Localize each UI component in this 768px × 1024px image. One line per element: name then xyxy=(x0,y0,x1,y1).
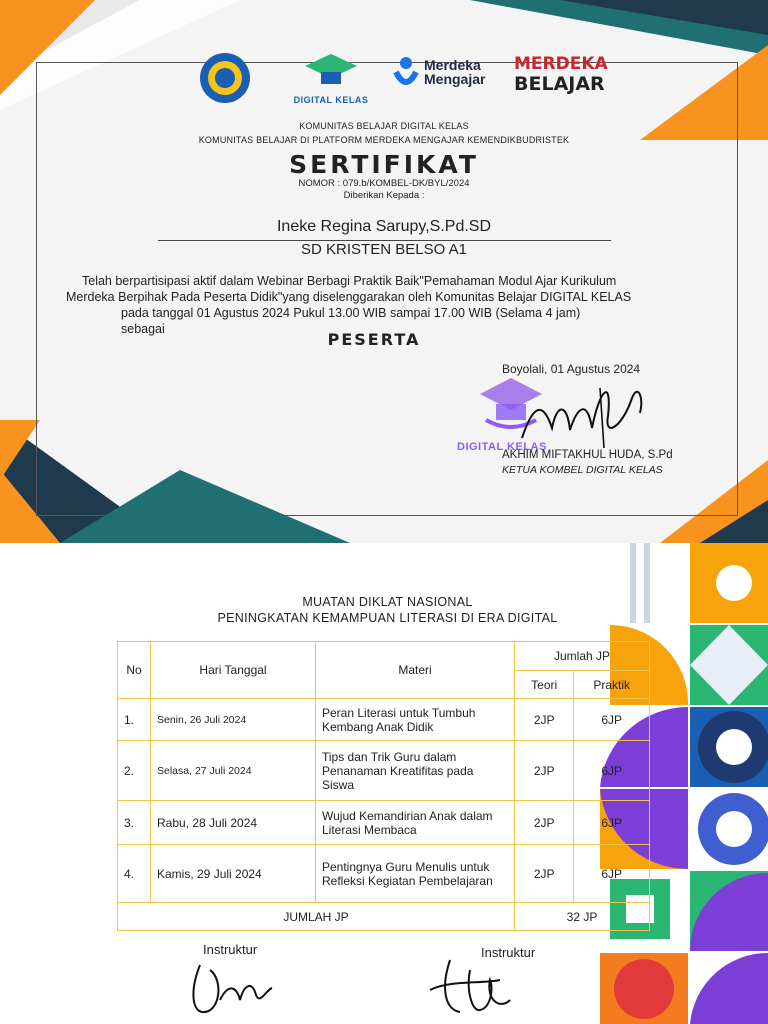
row-teori: 2JP xyxy=(515,699,574,741)
row-date: Kamis, 29 Juli 2024 xyxy=(151,845,316,903)
merdeka-belajar-line1: MERDEKA xyxy=(514,54,608,74)
instructor-left-label: Instruktur xyxy=(203,942,258,957)
body-line-3: pada tanggal 01 Agustus 2024 Pukul 13.00 WIB sampai 17.00 WIB (Selama 4 jam) xyxy=(121,306,581,320)
merdeka-mengajar-line2: Mengajar xyxy=(424,71,486,87)
row-materi: Pentingnya Guru Menulis untuk Refleksi Kegiatan Pembelajaran xyxy=(316,845,515,903)
row-praktik: 6JP xyxy=(574,845,650,903)
merdeka-mengajar-logo xyxy=(424,58,485,86)
org-line-1: KOMUNITAS BELAJAR DIGITAL KELAS xyxy=(299,121,469,131)
tut-wuri-handayani-logo-icon xyxy=(199,52,251,104)
header-jumlah: Jumlah JP xyxy=(515,642,650,671)
graduation-cap-icon xyxy=(287,52,375,90)
header-teori: Teori xyxy=(515,671,574,699)
agenda-table xyxy=(117,641,650,931)
certificate-number: NOMOR : 079.b/KOMBEL-DK/BYL/2024 xyxy=(298,178,470,189)
merdeka-mengajar-logo-icon xyxy=(392,56,420,92)
header-date: Hari Tanggal xyxy=(151,642,316,699)
row-praktik: 6JP xyxy=(574,699,650,741)
digital-kelas-logo-text: DIGITAL KELAS xyxy=(293,95,369,105)
agenda-heading-2: PENINGKATAN KEMAMPUAN LITERASI DI ERA DIGITAL xyxy=(217,611,558,625)
merdeka-belajar-line2: BELAJAR xyxy=(514,73,605,95)
agenda-heading-1: MUATAN DIKLAT NASIONAL xyxy=(302,595,473,609)
body-line-4: sebagai xyxy=(121,322,165,336)
total-label: JUMLAH JP xyxy=(118,903,515,931)
place-date: Boyolali, 01 Agustus 2024 xyxy=(502,362,641,376)
signature-drawing xyxy=(512,368,652,458)
merdeka-mengajar-line1: Merdeka xyxy=(424,57,481,73)
table-total-row xyxy=(118,903,650,931)
row-no: 3. xyxy=(118,801,151,845)
row-praktik: 6JP xyxy=(574,741,650,801)
instructor-right-label: Instruktur xyxy=(481,945,536,960)
header-praktik: Praktik xyxy=(574,671,650,699)
header-materi: Materi xyxy=(316,642,515,699)
table-header-row xyxy=(118,642,650,671)
row-materi: Tips dan Trik Guru dalam Penanaman Kreatifitas pada Siswa xyxy=(316,741,515,801)
table-row xyxy=(118,699,650,741)
signer-name: AKHIM MIFTAKHUL HUDA, S.Pd xyxy=(502,449,673,461)
row-date: Senin, 26 Juli 2024 xyxy=(151,699,316,741)
participant-role: PESERTA xyxy=(327,330,421,349)
row-no: 2. xyxy=(118,741,151,801)
row-teori: 2JP xyxy=(515,741,574,801)
table-row xyxy=(118,801,650,845)
recipient-school: SD KRISTEN BELSO A1 xyxy=(301,241,467,258)
row-date: Selasa, 27 Juli 2024 xyxy=(151,741,316,801)
row-no: 4. xyxy=(118,845,151,903)
given-to-label: Diberikan Kepada : xyxy=(343,190,425,201)
table-row xyxy=(118,845,650,903)
row-materi: Peran Literasi untuk Tumbuh Kembang Anak Didik xyxy=(316,699,515,741)
row-teori: 2JP xyxy=(515,845,574,903)
certificate-title: SERTIFIKAT xyxy=(289,150,479,179)
stamp-text: DIGITAL KELAS xyxy=(457,441,547,453)
row-no: 1. xyxy=(118,699,151,741)
recipient-name: Ineke Regina Sarupy,S.Pd.SD xyxy=(276,218,492,235)
row-teori: 2JP xyxy=(515,801,574,845)
signer-title: KETUA KOMBEL DIGITAL KELAS xyxy=(502,464,663,476)
org-line-2: KOMUNITAS BELAJAR DI PLATFORM MERDEKA MENGAJAR KEMENDIKBUDRISTEK xyxy=(198,135,570,145)
digital-kelas-logo xyxy=(287,52,375,105)
merdeka-belajar-logo xyxy=(514,54,608,94)
body-line-2: Merdeka Berpihak Pada Peserta Didik"yang diselenggarakan oleh Komunitas Belajar DIGITAL KELAS xyxy=(66,290,632,304)
header-no: No xyxy=(118,642,151,699)
row-materi: Wujud Kemandirian Anak dalam Literasi Membaca xyxy=(316,801,515,845)
table-row xyxy=(118,741,650,801)
body-line-1: Telah berpartisipasi aktif dalam Webinar Berbagi Praktik Baik"Pemahaman Modul Ajar Kurikulum xyxy=(82,274,617,288)
instructor-right-signature xyxy=(420,950,530,1020)
row-praktik: 6JP xyxy=(574,801,650,845)
total-value: 32 JP xyxy=(515,903,650,931)
instructor-left-signature xyxy=(180,950,290,1020)
row-date: Rabu, 28 Juli 2024 xyxy=(151,801,316,845)
